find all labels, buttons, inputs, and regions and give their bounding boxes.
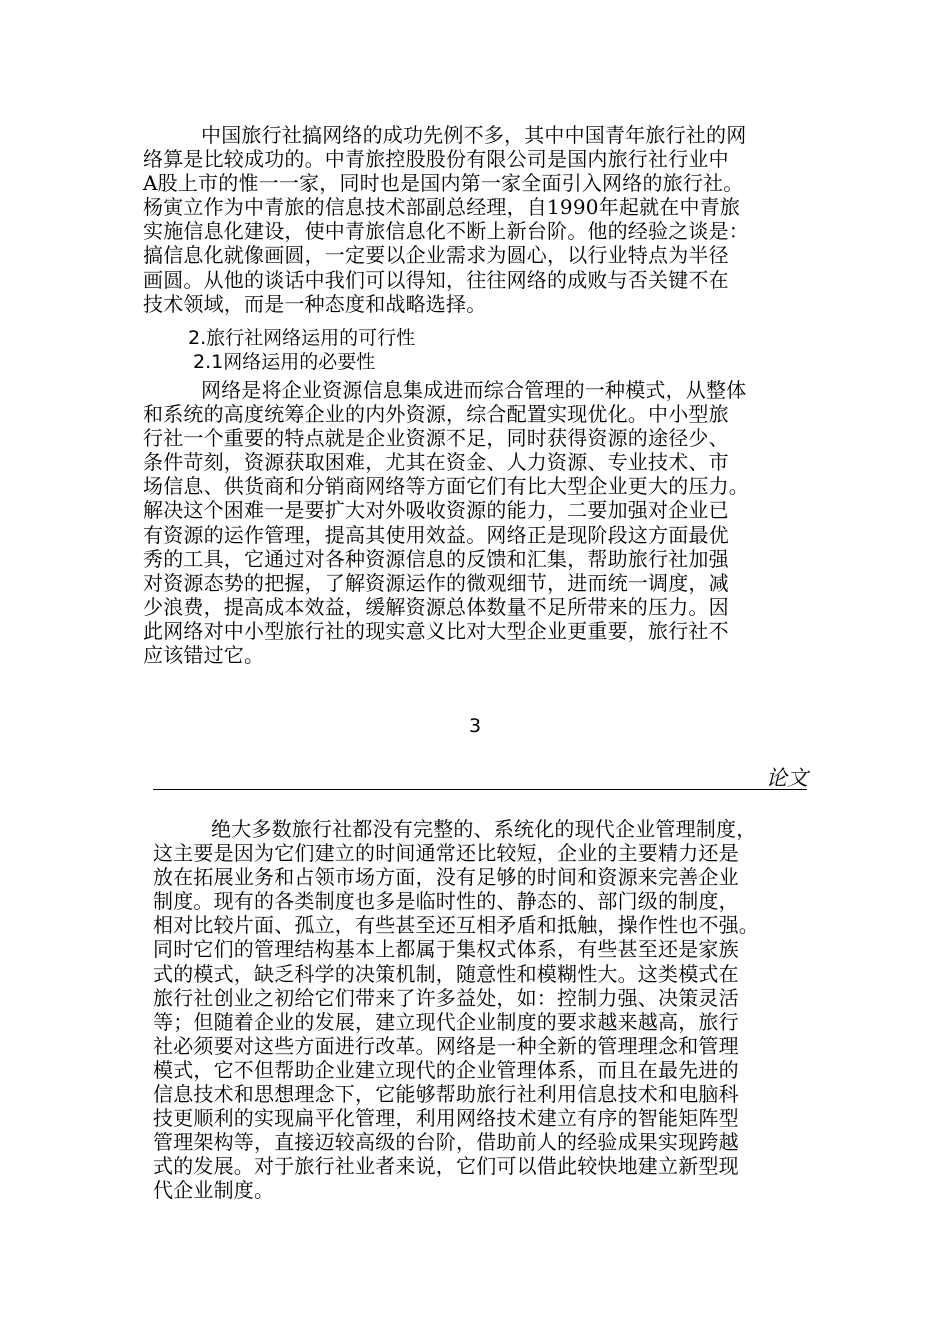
paragraph-line: 少浪费，提高成本效益，缓解资源总体数量不足所带来的压力。因 — [143, 594, 729, 619]
paragraph-line: 应该错过它。 — [143, 643, 265, 668]
page-number: 3 — [468, 715, 482, 737]
paragraph-line: 对资源态势的把握，了解资源运作的微观细节，进而统一调度，减 — [143, 570, 729, 595]
paragraph-line: 中国旅行社搞网络的成功先例不多，其中中国青年旅行社的网 — [201, 123, 747, 147]
management-paragraph — [153, 817, 833, 1203]
paragraph-line: 放在拓展业务和占领市场方面，没有足够的时间和资源来完善企业 — [153, 865, 739, 890]
paragraph-line: 技术领域，而是一种态度和战略选择。 — [143, 291, 487, 316]
paragraph-line: 此网络对中小型旅行社的现实意义比对大型企业更重要，旅行社不 — [143, 618, 729, 643]
intro-paragraph — [143, 123, 823, 316]
paragraph-line: 代企业制度。 — [153, 1178, 275, 1203]
paragraph-line: 场信息、供货商和分销商网络等方面它们有比大型企业更大的压力。 — [143, 474, 749, 499]
paragraph-line: 秀的工具，它通过对各种资源信息的反馈和汇集，帮助旅行社加强 — [143, 546, 729, 571]
section-heading: 2.旅行社网络运用的可行性 — [188, 327, 416, 349]
paragraph-line: 模式，它不但帮助企业建立现代的企业管理体系，而且在最先进的 — [153, 1057, 739, 1082]
paragraph-line: 画圆。从他的谈话中我们可以得知，往往网络的成败与否关键不在 — [143, 267, 729, 292]
paragraph-line: 和系统的高度统筹企业的内外资源，综合配置实现优化。中小型旅 — [143, 402, 729, 427]
paragraph-line: 杨寅立作为中青旅的信息技术部副总经理，自1990年起就在中青旅 — [143, 195, 741, 220]
paragraph-line: 解决这个困难一是要扩大对外吸收资源的能力，二要加强对企业已 — [143, 498, 729, 523]
paragraph-line: 网络是将企业资源信息集成进而综合管理的一种模式，从整体 — [201, 378, 747, 402]
paragraph-line: 搞信息化就像画圆，一定要以企业需求为圆心，以行业特点为半径 — [143, 243, 729, 268]
paragraph-line: 式的发展。对于旅行社业者来说，它们可以借此较快地建立新型现 — [153, 1154, 739, 1179]
necessity-paragraph — [143, 378, 823, 667]
paragraph-line: 实施信息化建设，使中青旅信息化不断上新台阶。他的经验之谈是： — [143, 219, 749, 244]
paragraph-line: 旅行社创业之初给它们带来了许多益处，如：控制力强、决策灵活 — [153, 985, 739, 1010]
subsection-heading: 2.1网络运用的必要性 — [193, 351, 376, 373]
paragraph-line: 绝大多数旅行社都没有完整的、系统化的现代企业管理制度， — [211, 817, 757, 841]
paragraph-line: 技更顺利的实现扁平化管理，利用网络技术建立有序的智能矩阵型 — [153, 1106, 739, 1131]
paragraph-line: 式的模式，缺乏科学的决策机制，随意性和模糊性大。这类模式在 — [153, 961, 739, 986]
paragraph-line: 行社一个重要的特点就是企业资源不足，同时获得资源的途径少、 — [143, 426, 729, 451]
paragraph-line: 社必须要对这些方面进行改革。网络是一种全新的管理理念和管理 — [153, 1033, 739, 1058]
paragraph-line: 等；但随着企业的发展，建立现代企业制度的要求越来越高，旅行 — [153, 1009, 739, 1034]
paragraph-line: 络算是比较成功的。中青旅控股股份有限公司是国内旅行社行业中 — [143, 147, 729, 172]
header-divider — [153, 789, 807, 790]
paragraph-line: 同时它们的管理结构基本上都属于集权式体系，有些甚至还是家族 — [153, 937, 739, 962]
paragraph-line: 这主要是因为它们建立的时间通常还比较短，企业的主要精力还是 — [153, 841, 739, 866]
paragraph-line: 条件苛刻，资源获取困难，尤其在资金、人力资源、专业技术、市 — [143, 450, 729, 475]
paragraph-line: A股上市的惟一一家，同时也是国内第一家全面引入网络的旅行社。 — [143, 171, 744, 196]
paragraph-line: 管理架构等，直接迈较高级的台阶，借助前人的经验成果实现跨越 — [153, 1130, 739, 1155]
paragraph-line: 有资源的运作管理，提高其使用效益。网络正是现阶段这方面最优 — [143, 522, 729, 547]
paragraph-line: 信息技术和思想理念下，它能够帮助旅行社利用信息技术和电脑科 — [153, 1082, 739, 1107]
running-header: 论文 — [766, 766, 808, 790]
paragraph-line: 相对比较片面、孤立，有些甚至还互相矛盾和抵触，操作性也不强。 — [153, 913, 759, 938]
paragraph-line: 制度。现有的各类制度也多是临时性的、静态的、部门级的制度， — [153, 889, 739, 914]
